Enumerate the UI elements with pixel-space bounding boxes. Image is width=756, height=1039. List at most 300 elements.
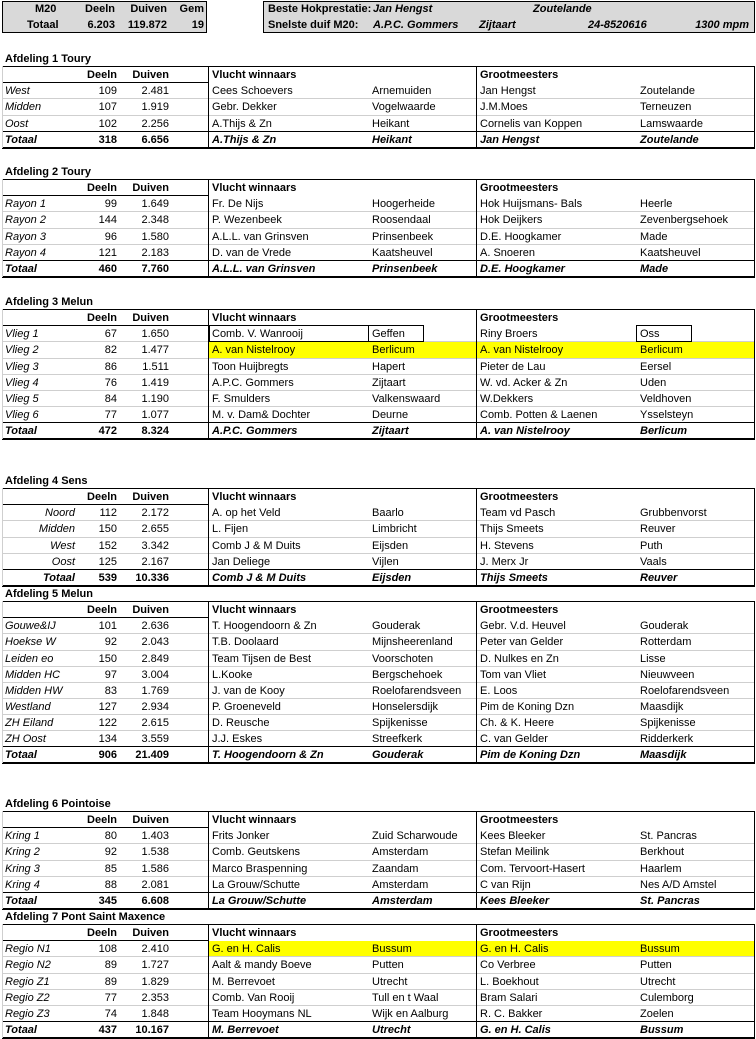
right-border <box>754 309 755 439</box>
right-border <box>754 488 755 586</box>
row-cell: H. Stevens <box>480 540 534 552</box>
col-header-deeln: Deeln <box>87 491 117 503</box>
total-cell: A.P.C. Gommers <box>212 425 298 437</box>
total-top-line <box>2 131 755 132</box>
row-cell: Zoelen <box>640 1008 674 1020</box>
total-cell: Maasdijk <box>640 749 687 761</box>
row-cell: Noord <box>45 507 75 519</box>
row-cell: Valkenswaard <box>372 393 441 405</box>
row-cell: Terneuzen <box>640 101 692 113</box>
row-cell: Frits Jonker <box>212 830 270 842</box>
row-cell: Putten <box>640 959 672 971</box>
header-bottom-line <box>2 82 209 83</box>
row-cell: Marco Braspenning <box>212 863 308 875</box>
total-cell: Kees Bleeker <box>480 895 550 907</box>
row-cell: Aalt & mandy Boeve <box>212 959 312 971</box>
total-top-line <box>2 260 755 261</box>
row-cell: 1.538 <box>141 846 169 858</box>
left-border <box>2 179 3 277</box>
row-cell: Vlieg 3 <box>5 361 39 373</box>
total-cell: Totaal <box>5 895 37 907</box>
row-cell: 2.481 <box>141 85 169 97</box>
row-cell: D. van de Vrede <box>212 247 292 259</box>
row-cell: 1.919 <box>141 101 169 113</box>
section-title: Afdeling 7 Pont Saint Maxence <box>5 911 166 923</box>
row-cell: J. van de Kooy <box>212 685 285 697</box>
section-title: Afdeling 5 Melun <box>5 588 93 600</box>
section-title: Afdeling 3 Melun <box>5 296 93 308</box>
row-cell: 1.848 <box>141 1008 169 1020</box>
row-cell: Ch. & K. Heere <box>480 717 554 729</box>
row-cell: 82 <box>104 344 117 356</box>
row-cell: 150 <box>98 523 117 535</box>
row-cell: 96 <box>104 231 117 243</box>
total-top-line <box>2 746 755 747</box>
row-cell: Maasdijk <box>640 701 684 713</box>
row-cell: Midden <box>5 101 42 113</box>
row-cell: Uden <box>640 377 667 389</box>
row-cell: R. C. Bakker <box>480 1008 543 1020</box>
row-cell: Zijtaart <box>372 377 406 389</box>
row-cell: 89 <box>104 959 117 971</box>
total-cell: 6.656 <box>141 134 169 146</box>
row-cell: A.L.L. van Grinsven <box>212 231 309 243</box>
row-cell: Regio Z1 <box>5 976 50 988</box>
row-cell: Gouderak <box>640 620 689 632</box>
section-bottom-line <box>2 762 755 764</box>
row-cell: 1.586 <box>141 863 169 875</box>
row-cell: Hoekse W <box>5 636 56 648</box>
row-cell: 80 <box>104 830 117 842</box>
row-cell: Heerle <box>640 198 673 210</box>
total-top-line <box>2 569 755 570</box>
row-cell: Roelofarendsveen <box>372 685 462 697</box>
row-cell: West <box>50 540 75 552</box>
row-cell: 92 <box>104 846 117 858</box>
masters-divider <box>476 924 477 1038</box>
row-cell: D. Reusche <box>212 717 270 729</box>
col-header-duiven: Duiven <box>132 312 169 324</box>
row-cell: Nes A/D Amstel <box>640 879 717 891</box>
row-cell: Gebr. Dekker <box>212 101 277 113</box>
row-cell: Rayon 1 <box>5 198 46 210</box>
col-header-masters: Grootmeesters <box>480 69 559 81</box>
row-cell: Culemborg <box>640 992 694 1004</box>
left-border <box>2 811 3 909</box>
row-cell: Rayon 2 <box>5 214 46 226</box>
col-header-masters: Grootmeesters <box>480 927 559 939</box>
row-cell: 1.190 <box>141 393 169 405</box>
row-cell: Amsterdam <box>372 846 429 858</box>
row-cell: Bussum <box>640 943 680 955</box>
winners-divider <box>208 811 209 909</box>
row-cell: Pim de Koning Dzn <box>480 701 575 713</box>
row-cell: 1.769 <box>141 685 169 697</box>
col-header-winners: Vlucht winnaars <box>212 491 297 503</box>
row-cell: 85 <box>104 863 117 875</box>
section-bottom-line <box>2 276 755 278</box>
row-cell: 74 <box>104 1008 117 1020</box>
col-header-deeln: Deeln <box>87 182 117 194</box>
row-cell: Eersel <box>640 361 672 373</box>
row-cell: W.Dekkers <box>480 393 534 405</box>
total-top-line <box>2 422 755 423</box>
col-header-duiven: Duiven <box>132 491 169 503</box>
masters-divider <box>476 309 477 439</box>
total-cell: Zoutelande <box>640 134 699 146</box>
row-cell: Jan Hengst <box>480 85 536 97</box>
row-cell: Roelofarendsveen <box>640 685 730 697</box>
total-cell: 906 <box>98 749 117 761</box>
total-cell: Reuver <box>640 572 678 584</box>
row-cell: Tull en t Waal <box>372 992 439 1004</box>
row-cell: Vlieg 5 <box>5 393 39 405</box>
row-cell: 2.655 <box>141 523 169 535</box>
total-cell: La Grouw/Schutte <box>212 895 307 907</box>
total-cell: Utrecht <box>372 1024 411 1036</box>
row-cell: 84 <box>104 393 117 405</box>
row-cell: 122 <box>98 717 117 729</box>
row-cell: Vlieg 4 <box>5 377 39 389</box>
row-cell: Hoogerheide <box>372 198 435 210</box>
row-cell: 99 <box>104 198 117 210</box>
row-cell: Kees Bleeker <box>480 830 546 842</box>
row-cell: 3.559 <box>141 733 169 745</box>
total-cell: 6.608 <box>141 895 169 907</box>
row-cell: Vogelwaarde <box>372 101 436 113</box>
header-bottom-line <box>2 195 209 196</box>
row-cell: Kring 3 <box>5 863 40 875</box>
row-cell: Midden HW <box>5 685 63 697</box>
left-border <box>2 924 3 1038</box>
row-cell: Veldhoven <box>640 393 692 405</box>
row-cell: 1.419 <box>141 377 169 389</box>
row-cell: 1.727 <box>141 959 169 971</box>
row-cell: 2.167 <box>141 556 169 568</box>
row-cell: Deurne <box>372 409 409 421</box>
row-cell: J. Merx Jr <box>480 556 529 568</box>
row-cell: Team Tijsen de Best <box>212 653 312 665</box>
row-cell: Jan Deliege <box>212 556 271 568</box>
total-cell: 10.336 <box>135 572 169 584</box>
row-cell: Zaandam <box>372 863 419 875</box>
total-cell: T. Hoogendoorn & Zn <box>212 749 324 761</box>
row-cell: 2.410 <box>141 943 169 955</box>
col-header-deeln: Deeln <box>87 312 117 324</box>
row-cell: J.J. Eskes <box>212 733 263 745</box>
total-cell: Amsterdam <box>372 895 433 907</box>
left-border <box>2 488 3 586</box>
row-cell: A.P.C. Gommers <box>212 377 294 389</box>
total-cell: 8.324 <box>141 425 169 437</box>
row-cell: 86 <box>104 361 117 373</box>
total-cell: 7.760 <box>141 263 169 275</box>
total-cell: A.L.L. van Grinsven <box>212 263 316 275</box>
row-cell: Gebr. V.d. Heuvel <box>480 620 566 632</box>
row-cell: Spijkenisse <box>640 717 696 729</box>
row-cell: L. Fijen <box>212 523 249 535</box>
row-cell: St. Pancras <box>640 830 697 842</box>
row-cell: 2.172 <box>141 507 169 519</box>
total-cell: Totaal <box>43 572 75 584</box>
col-header-duiven: Duiven <box>132 182 169 194</box>
row-cell: Kaatsheuvel <box>640 247 701 259</box>
row-cell: A. Snoeren <box>480 247 536 259</box>
row-cell: Team vd Pasch <box>480 507 556 519</box>
row-cell: Thijs Smeets <box>480 523 544 535</box>
section-top-line <box>2 309 755 310</box>
total-cell: Berlicum <box>640 425 688 437</box>
col-header-winners: Vlucht winnaars <box>212 69 297 81</box>
row-cell: Hok Deijkers <box>480 214 543 226</box>
row-cell: Spijkenisse <box>372 717 428 729</box>
row-cell: Hok Huijsmans- Bals <box>480 198 583 210</box>
row-cell: Oost <box>5 118 29 130</box>
row-cell: Geffen <box>372 328 405 340</box>
right-border <box>754 66 755 148</box>
row-cell: C. van Gelder <box>480 733 548 745</box>
row-cell: Midden HC <box>5 669 61 681</box>
col-header-masters: Grootmeesters <box>480 312 559 324</box>
header-col-duiven: Duiven <box>130 3 167 15</box>
header-label: M20 <box>35 3 57 15</box>
right-border <box>754 601 755 763</box>
col-header-masters: Grootmeesters <box>480 491 559 503</box>
row-cell: 1.511 <box>142 361 169 373</box>
winners-divider <box>208 924 209 1038</box>
header-totaal-label: Totaal <box>27 19 59 31</box>
row-cell: E. Loos <box>480 685 518 697</box>
row-cell: Tom van Vliet <box>480 669 547 681</box>
row-cell: 1.403 <box>141 830 169 842</box>
row-cell: 67 <box>104 328 117 340</box>
row-cell: 152 <box>98 540 117 552</box>
row-cell: Bram Salari <box>480 992 538 1004</box>
row-cell: L. Boekhout <box>480 976 539 988</box>
row-cell: P. Groeneveld <box>212 701 281 713</box>
row-cell: 88 <box>104 879 117 891</box>
winners-divider <box>208 488 209 586</box>
row-cell: A. van Nistelrooy <box>212 344 296 356</box>
section-top-line <box>2 924 755 925</box>
col-header-duiven: Duiven <box>132 814 169 826</box>
fast-ring: 24-8520616 <box>588 19 647 31</box>
row-cell: Comb. Geutskens <box>212 846 301 858</box>
row-cell: 101 <box>98 620 117 632</box>
col-header-deeln: Deeln <box>87 814 117 826</box>
row-cell: 2.934 <box>141 701 169 713</box>
total-cell: 472 <box>98 425 117 437</box>
header-duiven: 119.872 <box>127 19 167 31</box>
masters-divider <box>476 811 477 909</box>
row-cell: 97 <box>104 669 117 681</box>
col-header-masters: Grootmeesters <box>480 182 559 194</box>
row-cell: T. Hoogendoorn & Zn <box>212 620 317 632</box>
total-cell: Totaal <box>5 134 37 146</box>
row-cell: A. op het Veld <box>212 507 281 519</box>
row-cell: 109 <box>98 85 117 97</box>
col-header-masters: Grootmeesters <box>480 814 559 826</box>
section-top-line <box>2 601 755 602</box>
col-header-duiven: Duiven <box>132 927 169 939</box>
row-cell: Regio N2 <box>5 959 51 971</box>
best-name: Jan Hengst <box>373 3 433 15</box>
masters-divider <box>476 66 477 148</box>
row-cell: 83 <box>104 685 117 697</box>
row-cell: Amsterdam <box>372 879 429 891</box>
row-cell: 1.477 <box>141 344 169 356</box>
row-cell: ZH Oost <box>5 733 46 745</box>
masters-divider <box>476 179 477 277</box>
header-deeln: 6.203 <box>87 19 115 31</box>
header-bottom-line <box>2 617 209 618</box>
row-cell: Lamswaarde <box>640 118 703 130</box>
row-cell: C van Rijn <box>480 879 531 891</box>
total-cell: A. van Nistelrooy <box>480 425 570 437</box>
header-bottom-line <box>2 940 209 941</box>
col-header-masters: Grootmeesters <box>480 604 559 616</box>
total-cell: Zijtaart <box>372 425 409 437</box>
row-cell: P. Wezenbeek <box>212 214 282 226</box>
total-cell: Gouderak <box>372 749 424 761</box>
total-cell: Pim de Koning Dzn <box>480 749 581 761</box>
row-cell: 2.615 <box>141 717 169 729</box>
row-cell: Bergschehoek <box>372 669 443 681</box>
row-cell: 2.043 <box>141 636 169 648</box>
row-cell: Co Verbree <box>480 959 536 971</box>
row-cell: 92 <box>104 636 117 648</box>
row-cell: 134 <box>98 733 117 745</box>
row-cell: Com. Tervoort-Hasert <box>480 863 585 875</box>
row-cell: Regio Z3 <box>5 1008 50 1020</box>
col-header-deeln: Deeln <box>87 927 117 939</box>
row-cell: W. vd. Acker & Zn <box>480 377 568 389</box>
row-cell: D.E. Hoogkamer <box>480 231 562 243</box>
right-border <box>754 924 755 1038</box>
total-cell: 460 <box>98 263 117 275</box>
row-cell: Comb. Potten & Laenen <box>480 409 598 421</box>
total-cell: 345 <box>98 895 117 907</box>
header-col-gem: Gem <box>179 3 204 15</box>
row-cell: Comb. V. Wanrooij <box>212 328 303 340</box>
row-cell: Kring 4 <box>5 879 40 891</box>
masters-divider <box>476 488 477 586</box>
row-cell: Midden <box>38 523 75 535</box>
row-cell: 107 <box>98 101 117 113</box>
total-cell: Jan Hengst <box>480 134 540 146</box>
row-cell: A.Thijs & Zn <box>212 118 272 130</box>
row-cell: 3.342 <box>141 540 169 552</box>
col-header-duiven: Duiven <box>132 69 169 81</box>
row-cell: 108 <box>98 943 117 955</box>
header-bottom-line <box>2 325 209 326</box>
total-cell: M. Berrevoet <box>212 1024 279 1036</box>
col-header-winners: Vlucht winnaars <box>212 604 297 616</box>
row-cell: 2.348 <box>141 214 169 226</box>
row-cell: 1.829 <box>141 976 169 988</box>
total-cell: 10.167 <box>135 1024 169 1036</box>
row-cell: Regio N1 <box>5 943 51 955</box>
row-cell: Haarlem <box>640 863 682 875</box>
row-cell: Cees Schoevers <box>212 85 293 97</box>
row-cell: 2.256 <box>141 118 169 130</box>
total-cell: Totaal <box>5 1024 37 1036</box>
row-cell: M. Berrevoet <box>212 976 275 988</box>
row-cell: Prinsenbeek <box>372 231 434 243</box>
left-border <box>2 309 3 439</box>
total-cell: Prinsenbeek <box>372 263 438 275</box>
header-gem: 19 <box>191 19 204 31</box>
row-cell: 2.849 <box>141 653 169 665</box>
left-border <box>2 66 3 148</box>
row-cell: 1.077 <box>141 409 169 421</box>
row-cell: ZH Eiland <box>5 717 54 729</box>
row-cell: Baarlo <box>372 507 404 519</box>
col-header-winners: Vlucht winnaars <box>212 927 297 939</box>
row-cell: Puth <box>640 540 663 552</box>
header-col-deeln: Deeln <box>85 3 115 15</box>
section-top-line <box>2 811 755 812</box>
section-top-line <box>2 66 755 67</box>
row-cell: Comb. Van Rooij <box>212 992 295 1004</box>
total-cell: St. Pancras <box>640 895 700 907</box>
row-cell: Zevenbergsehoek <box>640 214 729 226</box>
section-title: Afdeling 1 Toury <box>5 53 91 65</box>
fast-speed: 1300 mpm <box>695 19 749 31</box>
row-cell: Peter van Gelder <box>480 636 564 648</box>
total-top-line <box>2 1021 755 1022</box>
row-cell: 150 <box>98 653 117 665</box>
row-cell: J.M.Moes <box>480 101 528 113</box>
row-cell: Vaals <box>640 556 667 568</box>
row-cell: 121 <box>98 247 117 259</box>
row-cell: Ridderkerk <box>640 733 694 745</box>
row-cell: Pieter de Lau <box>480 361 546 373</box>
row-cell: Fr. De Nijs <box>212 198 264 210</box>
row-cell: Leiden eo <box>5 653 54 665</box>
row-cell: Rayon 4 <box>5 247 46 259</box>
winners-divider <box>208 179 209 277</box>
row-cell: G. en H. Calis <box>480 943 549 955</box>
row-cell: Arnemuiden <box>372 85 432 97</box>
col-header-duiven: Duiven <box>132 604 169 616</box>
best-place: Zoutelande <box>533 3 592 15</box>
row-cell: Kring 2 <box>5 846 40 858</box>
section-top-line <box>2 488 755 489</box>
left-border <box>2 601 3 763</box>
cell-border <box>636 325 692 342</box>
col-header-winners: Vlucht winnaars <box>212 182 297 194</box>
fast-label: Snelste duif M20: <box>268 19 359 31</box>
row-cell: Vlieg 1 <box>5 328 39 340</box>
row-cell: Hapert <box>372 361 406 373</box>
row-cell: Kring 1 <box>5 830 40 842</box>
section-bottom-line <box>2 438 755 440</box>
total-cell: Bussum <box>640 1024 684 1036</box>
masters-divider <box>476 601 477 763</box>
row-cell: Heikant <box>372 118 410 130</box>
row-cell: Utrecht <box>640 976 676 988</box>
row-cell: West <box>5 85 30 97</box>
row-cell: D. Nulkes en Zn <box>480 653 559 665</box>
row-cell: Regio Z2 <box>5 992 50 1004</box>
right-border <box>754 179 755 277</box>
section-title: Afdeling 6 Pointoise <box>5 798 111 810</box>
row-cell: 3.004 <box>141 669 169 681</box>
row-cell: Zoutelande <box>640 85 696 97</box>
col-header-deeln: Deeln <box>87 69 117 81</box>
row-cell: Vlieg 2 <box>5 344 39 356</box>
